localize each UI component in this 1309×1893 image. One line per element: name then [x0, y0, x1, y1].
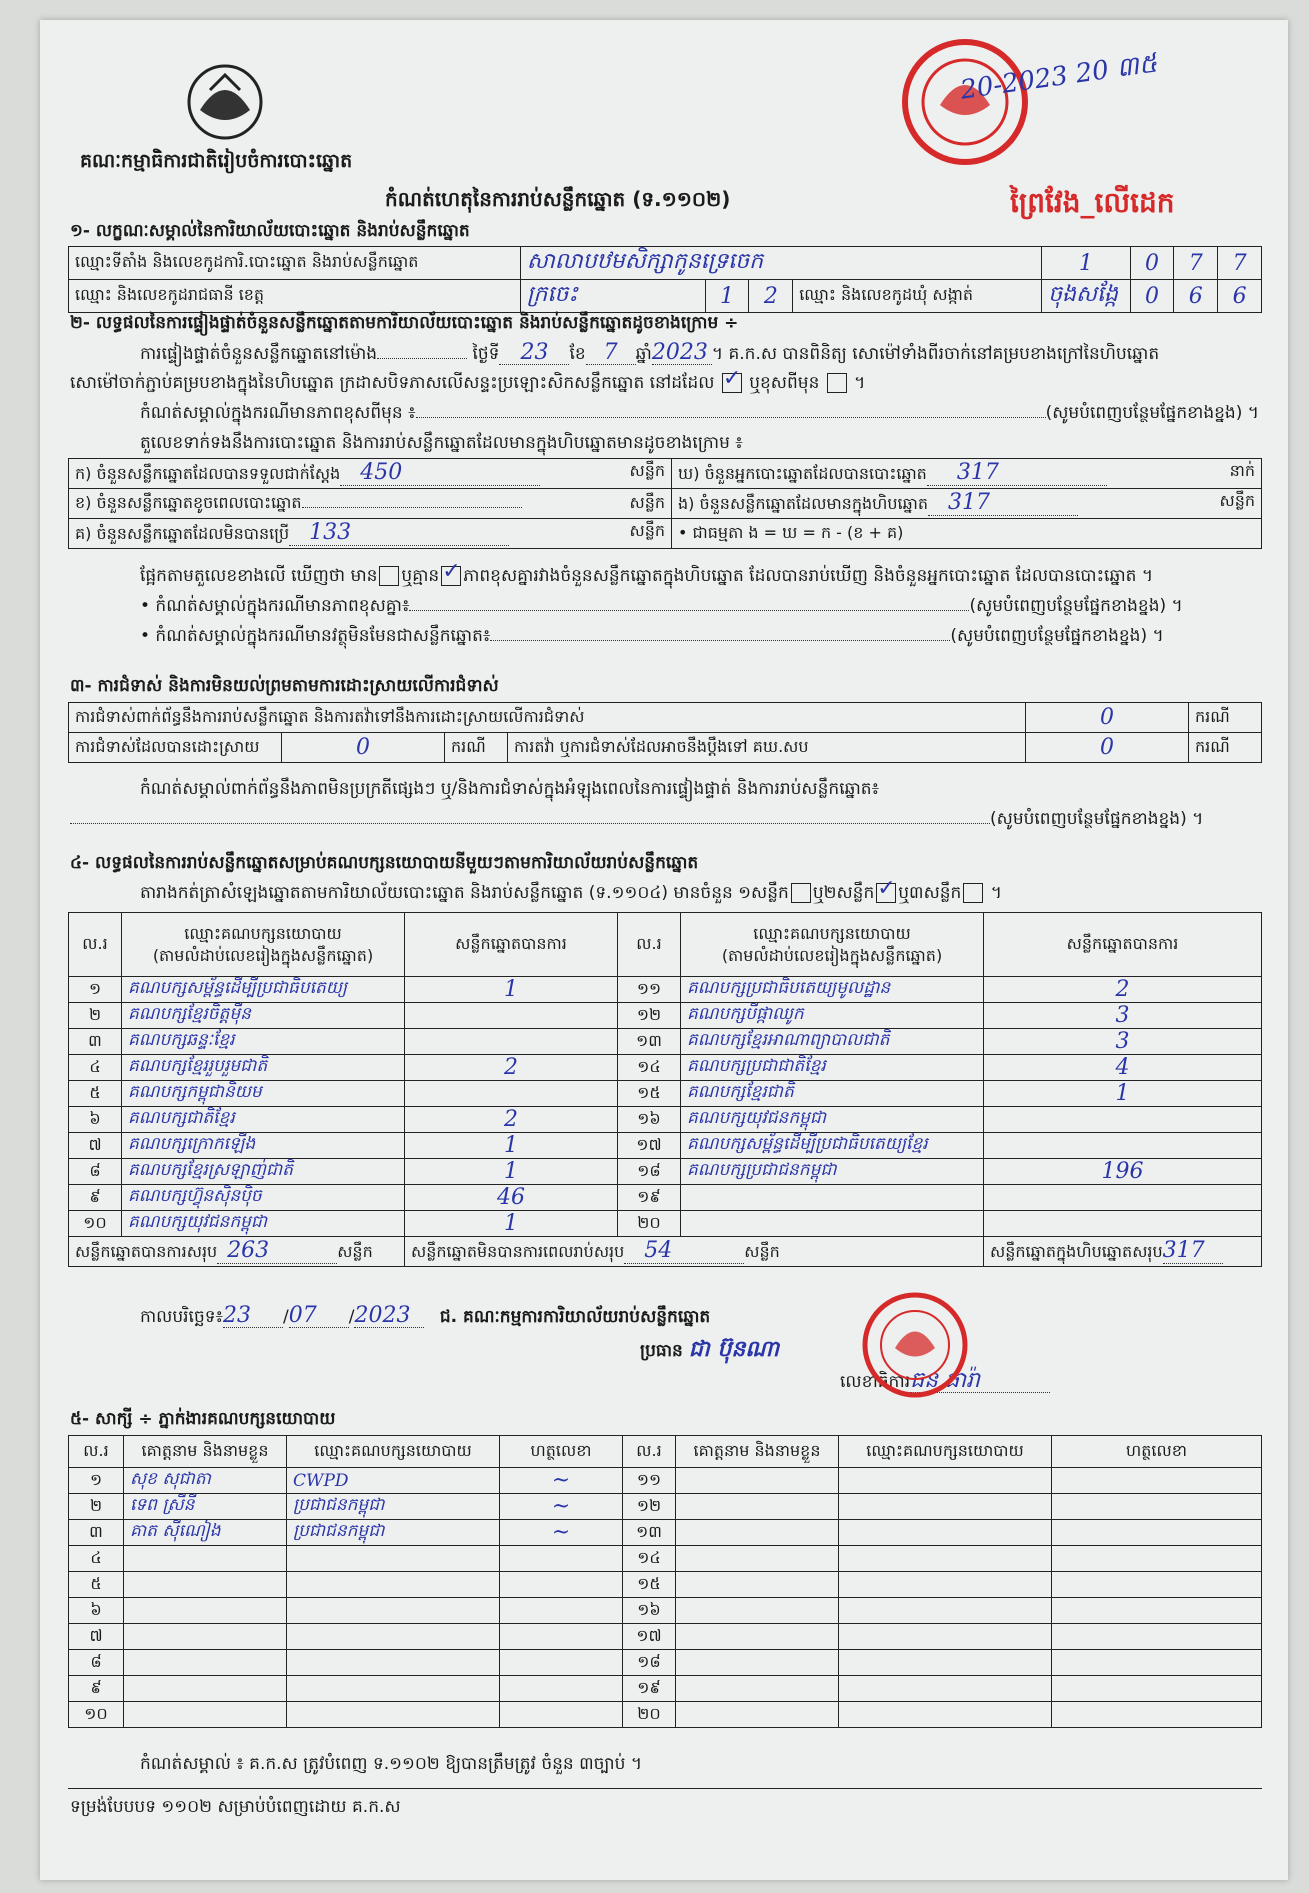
- figures-table: [68, 458, 1262, 549]
- witness-signature: [1052, 1494, 1262, 1520]
- party-votes: 2: [405, 1107, 618, 1133]
- party-votes: 1: [405, 1211, 618, 1237]
- table-row: [69, 1107, 1262, 1133]
- commune-value: ចុងសង្កែ: [1042, 280, 1130, 313]
- witness-no: ៧: [69, 1624, 124, 1650]
- witness-signature: ~: [500, 1494, 623, 1520]
- witness-name: [676, 1624, 839, 1650]
- location-code-digit: 0: [1130, 247, 1174, 280]
- witness-party: ប្រជាជនកម្ពុជា: [287, 1520, 500, 1546]
- party-no: ១៧: [618, 1133, 681, 1159]
- witness-signature: [1052, 1468, 1262, 1494]
- national-emblem-icon: [180, 60, 270, 145]
- witness-signature: [1052, 1624, 1262, 1650]
- party-no: ១៨: [618, 1159, 681, 1185]
- witness-signature: [500, 1546, 623, 1572]
- figures-intro: តួលេខទាក់ទងនឹងការបោះឆ្នោត និងការរាប់សន្លឹកឆ្នោតដែលមានក្នុងហិបឆ្នោតមានដូចខាងក្រោម ៖: [140, 433, 743, 453]
- witness-name: គាត ស៊ីណៀង: [124, 1520, 287, 1546]
- party-no: ២: [69, 1003, 122, 1029]
- witness-no: ១៨: [623, 1650, 676, 1676]
- witness-no: ៤: [69, 1546, 124, 1572]
- witness-party: CWPD: [287, 1468, 500, 1494]
- party-name: គណបក្សយុវជនកម្ពុជា: [681, 1107, 984, 1133]
- party-name: គណបក្សខ្មែរជាតិ: [681, 1081, 984, 1107]
- witness-no: ១៣: [623, 1520, 676, 1546]
- section-3-title: ៣- ការជំទាស់ និងការមិនយល់ព្រមតាមការដោះស្រាយលើការជំទាស់: [70, 676, 499, 696]
- unused-ballots-row: គ) ចំនួនសន្លឹកឆ្នោតដែលមិនបានប្រើ 133 សន្លឹក: [69, 519, 672, 549]
- witness-no: ១១: [623, 1468, 676, 1494]
- table-row: [69, 1468, 1262, 1494]
- committee-stamp-icon: [860, 1290, 970, 1400]
- party-name: [681, 1185, 984, 1211]
- objections-value: 0: [1026, 703, 1189, 733]
- table-row: [69, 1133, 1262, 1159]
- party-votes: [984, 1185, 1262, 1211]
- appeal-value: 0: [1026, 733, 1189, 763]
- one-sheet-checkbox: [791, 883, 811, 903]
- witness-party: [839, 1494, 1052, 1520]
- total-valid: សន្លឹកឆ្នោតបានការសរុប 263 សន្លឹក: [69, 1237, 405, 1267]
- objections-table: ការជំទាស់ពាក់ព័ន្ធនឹងការរាប់សន្លឹកឆ្នោត និងការតវ៉ាទៅនឹងការដោះស្រាយលើការជំទាស់ 0 ករណី ការជំទាស់ដែលបានដោះស្រាយ 0 ករណី ការតវ៉ា ឬការជំទាស់ដែលអាចនឹងប្តឹងទៅ គឃ.សប 0 ករណី: [68, 702, 1262, 763]
- difference-note: • កំណត់សម្គាល់ក្នុងករណីមានភាពខុសគ្នា៖ (សូមបំពេញបន្ថែមផ្នែកខាងខ្នង) ។: [140, 596, 1183, 616]
- irregularities-note: កំណត់សម្គាល់ពាក់ព័ន្ធនឹងភាពមិនប្រក្រតីផ្សេងៗ ឬ/និងការជំទាស់ក្នុងអំឡុងពេលនៃការផ្ទៀងផ្ទាត់ និងការរាប់សន្លឹកឆ្នោត៖: [140, 779, 880, 799]
- party-name: គណបក្សប្រជាធិបតេយ្យមូលដ្ឋាន: [681, 977, 984, 1003]
- table-row: [69, 1055, 1262, 1081]
- witness-no: ១៩: [623, 1676, 676, 1702]
- resolved-value: 0: [282, 733, 445, 763]
- table-row: [69, 1702, 1262, 1728]
- footer-divider: [68, 1788, 1262, 1789]
- witness-signature: [500, 1650, 623, 1676]
- witness-no: ១២: [623, 1494, 676, 1520]
- party-no: ៥: [69, 1081, 122, 1107]
- secretary-signature: ធន ធារ៉ា: [910, 1370, 1050, 1393]
- table-row: [69, 1650, 1262, 1676]
- witness-no: ១៦: [623, 1598, 676, 1624]
- stamp-handwritten-note: 20-2023 20 ៣៥: [958, 48, 1160, 106]
- footer-form-label: ទម្រង់បែបបទ ១១០២ សម្រាប់បំពេញដោយ គ.ក.ស: [70, 1797, 401, 1817]
- witness-name: ទេព ស្រីនី: [124, 1494, 287, 1520]
- witness-name: [676, 1468, 839, 1494]
- party-no: ១៥: [618, 1081, 681, 1107]
- party-no: ៤: [69, 1055, 122, 1081]
- witness-party: [839, 1468, 1052, 1494]
- witness-no: ៣: [69, 1520, 124, 1546]
- witness-party: [287, 1598, 500, 1624]
- party-no: ៩: [69, 1185, 122, 1211]
- table-row: [69, 977, 1262, 1003]
- party-votes: 2: [405, 1055, 618, 1081]
- party-no: ៧: [69, 1133, 122, 1159]
- location-code-digit: 7: [1218, 247, 1262, 280]
- party-name: គណបក្សខ្មែរចិត្តម៉ឺន: [122, 1003, 405, 1029]
- witness-signature: [500, 1702, 623, 1728]
- party-no: ៦: [69, 1107, 122, 1133]
- party-votes: [984, 1107, 1262, 1133]
- witness-no: ១៤: [623, 1546, 676, 1572]
- witness-party: [287, 1650, 500, 1676]
- witness-no: ១០: [69, 1702, 124, 1728]
- table-row: [69, 1211, 1262, 1237]
- witness-party: [839, 1546, 1052, 1572]
- party-no: ១៤: [618, 1055, 681, 1081]
- location-code-digit: 1: [1042, 247, 1130, 280]
- party-name: [681, 1211, 984, 1237]
- witness-signature: ~: [500, 1520, 623, 1546]
- appeal-label: ការតវ៉ា ឬការជំទាស់ដែលអាចនឹងប្តឹងទៅ គឃ.សប: [508, 733, 1026, 763]
- witness-signature: [500, 1624, 623, 1650]
- witness-party: [287, 1624, 500, 1650]
- three-sheet-checkbox: [963, 883, 983, 903]
- witness-name: [124, 1598, 287, 1624]
- party-name: គណបក្សជាតិខ្មែរ: [122, 1107, 405, 1133]
- voters-row: ឃ) ចំនួនអ្នកបោះឆ្នោតដែលបានបោះឆ្នោត 317 នាក់: [672, 459, 1262, 489]
- section-1-title: ១- លក្ខណៈសម្គាល់នៃការិយាល័យបោះឆ្នោត និងរាប់សន្លឹកឆ្នោត: [70, 221, 470, 241]
- witness-party: [839, 1572, 1052, 1598]
- witness-name: [676, 1572, 839, 1598]
- party-no: ៨: [69, 1159, 122, 1185]
- two-sheet-checkbox: ✓: [877, 876, 896, 901]
- difference-note-line: កំណត់សម្គាល់ក្នុងករណីមានភាពខុសពីមុន ៖ (សូមបំពេញបន្ថែមផ្នែកខាងខ្នង) ។: [140, 403, 1259, 423]
- party-name: គណបក្សកម្ពុជានិយម: [122, 1081, 405, 1107]
- party-votes: [984, 1133, 1262, 1159]
- witness-signature: [1052, 1520, 1262, 1546]
- party-name: គណបក្សឆន្ទៈខ្មែរ: [122, 1029, 405, 1055]
- total-invalid: សន្លឹកឆ្នោតមិនបានការពេលរាប់សរុប 54 សន្លឹក: [405, 1237, 984, 1267]
- witness-no: ២០: [623, 1702, 676, 1728]
- witness-party: ប្រជាជនកម្ពុជា: [287, 1494, 500, 1520]
- party-votes: 1: [405, 977, 618, 1003]
- total-in-box: សន្លឹកឆ្នោតក្នុងហិបឆ្នោតសរុប317: [984, 1237, 1262, 1267]
- province-code-digit: 2: [749, 280, 793, 313]
- commune-label: ឈ្មោះ និងលេខកូដឃុំ សង្កាត់: [793, 280, 1042, 313]
- witness-signature: [500, 1676, 623, 1702]
- witness-name: [676, 1520, 839, 1546]
- witness-signature: ~: [500, 1468, 623, 1494]
- witness-party: [287, 1702, 500, 1728]
- witness-name: [124, 1546, 287, 1572]
- witness-signature: [1052, 1676, 1262, 1702]
- location-label: ឈ្មោះទីតាំង និងលេខកូដការិ.បោះឆ្នោត និងរាប់សន្លឹកឆ្នោត: [69, 247, 521, 280]
- party-votes: 2: [984, 977, 1262, 1003]
- party-name: គណបក្សខ្មែររួបរួមជាតិ: [122, 1055, 405, 1081]
- witness-party: [839, 1624, 1052, 1650]
- table-row: [69, 1676, 1262, 1702]
- party-votes: 1: [405, 1133, 618, 1159]
- witness-signature: [1052, 1650, 1262, 1676]
- ballots-in-box-row: ង) ចំនួនសន្លឹកឆ្នោតដែលមានក្នុងហិបឆ្នោត 317 សន្លឹក: [672, 489, 1262, 519]
- party-votes: 1: [984, 1081, 1262, 1107]
- party-votes: 196: [984, 1159, 1262, 1185]
- table-row: [69, 1003, 1262, 1029]
- province-value: ក្រចេះ: [520, 280, 705, 313]
- witness-no: ១៥: [623, 1572, 676, 1598]
- party-votes: 4: [984, 1055, 1262, 1081]
- table-row: [69, 1494, 1262, 1520]
- witness-no: ៩: [69, 1676, 124, 1702]
- province-label: ឈ្មោះ និងលេខកូដរាជធានី ខេត្ត: [69, 280, 521, 313]
- table-row: [69, 1029, 1262, 1055]
- party-votes: 3: [984, 1029, 1262, 1055]
- witness-name: [124, 1676, 287, 1702]
- witness-name: [676, 1702, 839, 1728]
- form-sheet: [40, 20, 1288, 1880]
- footer-note: កំណត់សម្គាល់ ៖ គ.ក.ស ត្រូវបំពេញ ទ.១១០២ ឱ្យបានត្រឹមត្រូវ ចំនួន ៣ច្បាប់ ។: [140, 1754, 643, 1774]
- location-table: [68, 246, 1262, 313]
- party-votes: 1: [405, 1159, 618, 1185]
- party-name: គណបក្សយុវជនកម្ពុជា: [122, 1211, 405, 1237]
- witness-no: ៨: [69, 1650, 124, 1676]
- party-no: ១៩: [618, 1185, 681, 1211]
- has-difference-checkbox: [379, 566, 399, 586]
- party-votes: [405, 1029, 618, 1055]
- party-no: ១: [69, 977, 122, 1003]
- committee-name: គណៈកម្មាធិការជាតិរៀបចំការបោះឆ្នោត: [80, 150, 353, 172]
- party-name: គណបក្សប្រជាជាតិខ្មែរ: [681, 1055, 984, 1081]
- irregularities-line: (សូមបំពេញបន្ថែមផ្នែកខាងខ្នង) ។: [70, 808, 1203, 830]
- table-row: [69, 1159, 1262, 1185]
- table-row: [69, 1520, 1262, 1546]
- witness-table: ល.រ គោត្តនាម និងនាមខ្លួន ឈ្មោះគណបក្សនយោបាយ ហត្ថលេខា ល.រ គោត្តនាម និងនាមខ្លួន ឈ្មោះគណបក្សនយោបាយ ហត្ថលេខា ១ សុខ សុជាតា CWPD ~ ១១ ២ ទេព ស្រីនី ប្រជាជនកម្ពុជា ~ ១២ ៣ គាត ស៊ីណៀង ប្រជាជនកម្ពុជា ~ ១៣ ៤ ១៤ ៥ ១៥ ៦ ១៦ ៧ ១៧ ៨ ១៨ ៩ ១៩ ១០ ២០: [68, 1435, 1262, 1728]
- witness-name: [676, 1494, 839, 1520]
- witness-party: [287, 1546, 500, 1572]
- same-checkbox: ✓: [722, 366, 742, 391]
- verification-line-2: សោម៉ៅចាក់ភ្ជាប់គម្របខាងក្នុងនៃហិបឆ្នោត ក្រដាសបិទភាសលើសន្ទះប្រឡោះសិកសន្លឹកឆ្នោត នៅដដែល ✓ ឬខុសពីមុន ។: [70, 366, 866, 393]
- party-no: ១០: [69, 1211, 122, 1237]
- witness-party: [839, 1520, 1052, 1546]
- witness-no: ១៧: [623, 1624, 676, 1650]
- witness-no: ៥: [69, 1572, 124, 1598]
- party-name: គណបក្សសម្ព័ន្ធដើម្បីប្រជាធិបតេយ្យខ្មែរ: [681, 1133, 984, 1159]
- witness-no: ១: [69, 1468, 124, 1494]
- party-votes: [405, 1081, 618, 1107]
- commune-code-digit: 0: [1130, 280, 1174, 313]
- party-name: គណបក្សខ្មែរអាណាព្យាបាលជាតិ: [681, 1029, 984, 1055]
- party-votes: 3: [984, 1003, 1262, 1029]
- witness-signature: [1052, 1598, 1262, 1624]
- resolved-label: ការជំទាស់ដែលបានដោះស្រាយ: [69, 733, 282, 763]
- party-no: ១៦: [618, 1107, 681, 1133]
- witness-name: [124, 1624, 287, 1650]
- section-2-title: ២- លទ្ធផលនៃការផ្ទៀងផ្ទាត់ចំនួនសន្លឹកឆ្នោតតាមការិយាល័យបោះឆ្នោត និងរាប់សន្លឹកឆ្នោតដូចខាងក្រោម ÷: [70, 313, 739, 333]
- witness-name: [124, 1572, 287, 1598]
- party-results-table: ល.រ ឈ្មោះគណបក្សនយោបាយ (តាមលំដាប់លេខរៀងក្នុងសន្លឹកឆ្នោត) សន្លឹកឆ្នោតបានការ ល.រ ឈ្មោះគណបក្សនយោបាយ (តាមលំដាប់លេខរៀងក្នុងសន្លឹកឆ្នោត) សន្លឹកឆ្នោតបានការ ១ គណបក្សសម្ព័ន្ធដើម្បីប្រជាធិបតេយ្យ 1 ១១ គណបក្សប្រជាធិបតេយ្យមូលដ្ឋាន 2 ២ គណបក្សខ្មែរចិត្តម៉ឺន ១២ គណបក្សបីផ្កាឈូក 3 ៣ គណបក្សឆន្ទៈខ្មែរ ១៣ គណបក្សខ្មែរអាណាព្យាបាលជាតិ 3 ៤ គណបក្សខ្មែររួបរួមជាតិ 2 ១៤ គណបក្សប្រជាជាតិខ្មែរ 4 ៥ គណបក្សកម្ពុជានិយម ១៥ គណបក្សខ្មែរជាតិ 1 ៦ គណបក្សជាតិខ្មែរ 2 ១៦ គណបក្សយុវជនកម្ពុជា ៧ គណបក្សក្រោកឡើង 1 ១៧ គណបក្សសម្ព័ន្ធដើម្បីប្រជាធិបតេយ្យខ្មែរ ៨ គណបក្សខ្មែរស្រឡាញ់ជាតិ 1 ១៨ គណបក្សប្រជាជនកម្ពុជា 196 ៩ គណបក្សហ៊្វុនស៊ិនប៉ិច 46 ១៩ ១០ គណបក្សយុវជនកម្ពុជា 1 ២០ សន្លឹកឆ្នោតបានការសរុប 263 សន្លឹក សន្លឹកឆ្នោតមិនបានការពេលរាប់សរុប 54 សន្លឹក សន្លឹកឆ្នោតក្នុងហិបឆ្នោតសរុប317: [68, 912, 1262, 1267]
- witness-signature: [500, 1572, 623, 1598]
- witness-signature: [1052, 1702, 1262, 1728]
- witness-party: [287, 1572, 500, 1598]
- formula: • ជាធម្មតា ង = ឃ = ក - (ខ + គ): [672, 519, 1262, 549]
- party-name: គណបក្សក្រោកឡើង: [122, 1133, 405, 1159]
- form-title: កំណត់ហេតុនៃការរាប់សន្លឹកឆ្នោត (ទ.១១០២): [385, 187, 731, 211]
- no-difference-checkbox: ✓: [442, 559, 461, 584]
- commune-code-digit: 6: [1218, 280, 1262, 313]
- received-ballots-row: ក) ចំនួនសន្លឹកឆ្នោតដែលបានទទួលជាក់ស្តែង 450 សន្លឹក: [69, 459, 672, 489]
- witness-name: សុខ សុជាតា: [124, 1468, 287, 1494]
- table-row: [69, 1572, 1262, 1598]
- witness-party: [839, 1702, 1052, 1728]
- table-row: [69, 1546, 1262, 1572]
- objections-label: ការជំទាស់ពាក់ព័ន្ធនឹងការរាប់សន្លឹកឆ្នោត និងការតវ៉ាទៅនឹងការដោះស្រាយលើការជំទាស់: [69, 703, 1026, 733]
- witness-signature: [1052, 1572, 1262, 1598]
- witness-name: [124, 1650, 287, 1676]
- table-row: [69, 1624, 1262, 1650]
- difference-line: ផ្អែកតាមតួលេខខាងលើ ឃើញថា មាន ឬគ្មាន ✓ ភាពខុសគ្នារវាងចំនួនសន្លឹកឆ្នោតក្នុងហិបឆ្នោត ដែលបានរាប់ឃើញ និងចំនួនអ្នកបោះឆ្នោត ដែលបានបោះឆ្នោត ។: [140, 559, 1154, 586]
- section-4-title: ៤- លទ្ធផលនៃការរាប់សន្លឹកឆ្នោតសម្រាប់គណបក្សនយោបាយនីមួយៗតាមការិយាល័យរាប់សន្លឹកឆ្នោត: [70, 853, 699, 873]
- witness-party: [839, 1598, 1052, 1624]
- witness-party: [287, 1676, 500, 1702]
- party-no: ៣: [69, 1029, 122, 1055]
- table-row: [69, 1081, 1262, 1107]
- witness-name: [124, 1702, 287, 1728]
- party-votes: [984, 1211, 1262, 1237]
- party-name: គណបក្សខ្មែរស្រឡាញ់ជាតិ: [122, 1159, 405, 1185]
- witness-no: ២: [69, 1494, 124, 1520]
- chair-signature: ជា ប៊ុនណា: [688, 1336, 780, 1362]
- party-no: ១៣: [618, 1029, 681, 1055]
- witness-signature: [1052, 1546, 1262, 1572]
- witness-signature: [500, 1598, 623, 1624]
- location-value: សាលាបឋមសិក្សាកូនទ្រេចេក: [520, 247, 1041, 280]
- witness-name: [676, 1676, 839, 1702]
- witness-name: [676, 1598, 839, 1624]
- signing-date-line: កាលបរិច្ឆេទ៖23 /07 /2023 ជ. គណៈកម្មការការិយាល័យរាប់សន្លឹកឆ្នោត: [140, 1303, 711, 1328]
- non-ballot-note: • កំណត់សម្គាល់ក្នុងករណីមានវត្ថុមិនមែនជាសន្លឹកឆ្នោត៖ (សូមបំពេញបន្ថែមផ្នែកខាងខ្នង) ។: [140, 626, 1164, 646]
- table-row: [69, 1185, 1262, 1211]
- location-code-digit: 7: [1174, 247, 1218, 280]
- witness-no: ៦: [69, 1598, 124, 1624]
- witness-name: [676, 1650, 839, 1676]
- province-code-digit: 1: [705, 280, 749, 313]
- party-name: គណបក្សបីផ្កាឈូក: [681, 1003, 984, 1029]
- different-checkbox: [827, 373, 847, 393]
- witness-party: [839, 1650, 1052, 1676]
- handwritten-place: ព្រៃវែង_លើដេក: [1010, 186, 1175, 219]
- commune-code-digit: 6: [1174, 280, 1218, 313]
- section-5-title: ៥- សាក្សី ÷ ភ្នាក់ងារគណបក្សនយោបាយ: [70, 1409, 336, 1429]
- verification-line-1: ការផ្ទៀងផ្ទាត់ចំនួនសន្លឹកឆ្នោតនៅម៉ោង ថ្ងៃទី 23 ខែ 7 ឆ្នាំ2023 ។ គ.ក.ស បានពិនិត្យ សោម៉ៅទាំងពីរចាក់នៅគម្របខាងក្រៅនៃហិបឆ្នោត: [140, 340, 1160, 365]
- party-votes: 46: [405, 1185, 618, 1211]
- witness-name: [676, 1546, 839, 1572]
- party-name: គណបក្សសម្ព័ន្ធដើម្បីប្រជាធិបតេយ្យ: [122, 977, 405, 1003]
- party-no: ១២: [618, 1003, 681, 1029]
- party-name: គណបក្សហ៊្វុនស៊ិនប៉ិច: [122, 1185, 405, 1211]
- party-no: ២០: [618, 1211, 681, 1237]
- table-row: [69, 1598, 1262, 1624]
- secretary-line: លេខាធិការធន ធារ៉ា: [840, 1370, 1050, 1393]
- party-no: ១១: [618, 977, 681, 1003]
- spoiled-ballots-row: ខ) ចំនួនសន្លឹកឆ្នោតខូចពេលបោះឆ្នោត សន្លឹក: [69, 489, 672, 519]
- witness-party: [839, 1676, 1052, 1702]
- tally-sheet-line: តារាងកត់ត្រាសំឡេងឆ្នោតតាមការិយាល័យបោះឆ្នោត និងរាប់សន្លឹកឆ្នោត (ទ.១១០៤) មានចំនួន ១សន្លឹក ឬ២សន្លឹក ✓ ឬ៣សន្លឹក ។: [140, 876, 1002, 903]
- party-name: គណបក្សប្រជាជនកម្ពុជា: [681, 1159, 984, 1185]
- party-votes: [405, 1003, 618, 1029]
- chair-line: ប្រធាន ជា ប៊ុនណា: [640, 1336, 780, 1362]
